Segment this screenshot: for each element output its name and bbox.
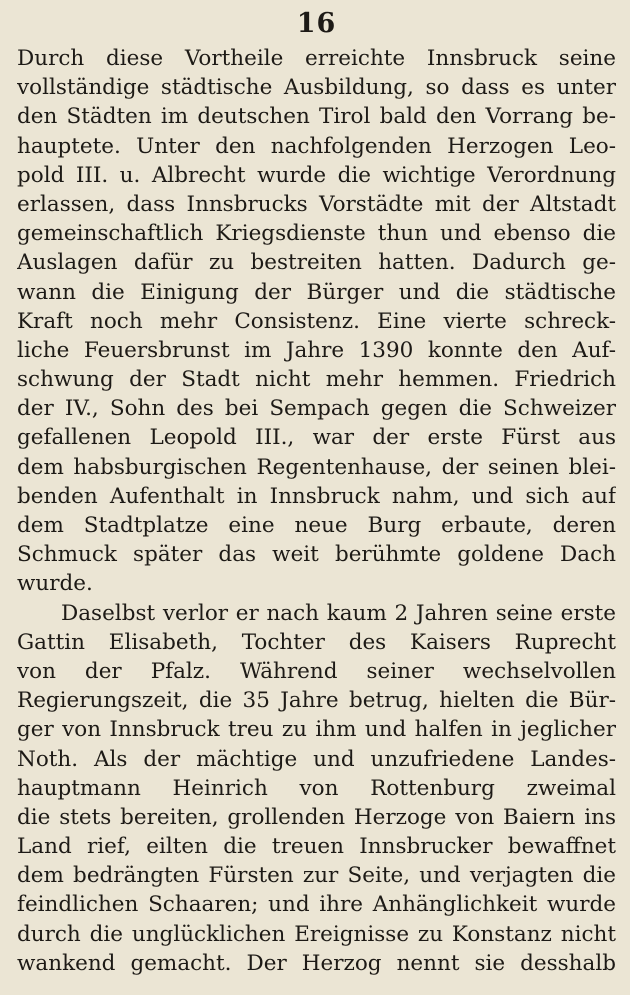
text-line: hauptmann Heinrich von Rottenburg zweimal — [17, 775, 616, 801]
text-line: Durch diese Vortheile erreichte Innsbruck seine — [17, 46, 616, 71]
text-line: benden Aufenthalt in Innsbruck nahm, und sich auf — [17, 483, 616, 509]
text-line: von der Pfalz. Während seiner wechselvollen — [17, 658, 616, 684]
text-line: wurde. — [17, 571, 93, 597]
text-line: die stets bereiten, grollenden Herzoge von Baiern ins — [17, 804, 616, 830]
text-line: dem Stadtplatze eine neue Burg erbaute, deren — [17, 513, 616, 538]
text-line: vollständige städtische Ausbildung, so dass es unter — [17, 75, 616, 101]
text-line: Land rief, eilten die treuen Innsbrucker bewaffnet — [17, 834, 616, 860]
text-line: ger von Innsbruck treu zu ihm und halfen in jeglicher — [17, 717, 616, 743]
text-line: schwung der Stadt nicht mehr hemmen. Friedrich — [17, 367, 616, 393]
text-line: Kraft noch mehr Consistenz. Eine vierte schreck- — [17, 308, 616, 334]
text-line: dem bedrängten Fürsten zur Seite, und verjagten die — [17, 863, 616, 889]
text-line: Schmuck später das weit berühmte goldene Dach — [17, 542, 616, 568]
text-line: durch die unglücklichen Ereignisse zu Konstanz nicht — [17, 921, 616, 947]
text-line: gefallenen Leopold III., war der erste Fürst aus — [17, 425, 616, 451]
text-line: hauptete. Unter den nachfolgenden Herzogen Leo- — [17, 133, 616, 159]
text-line: der IV., Sohn des bei Sempach gegen die Schweizer — [17, 396, 616, 422]
text-line: liche Feuersbrunst im Jahre 1390 konnte den Auf- — [17, 337, 616, 363]
text-line: feindlichen Schaaren; und ihre Anhänglichkeit wurde — [17, 892, 616, 918]
text-line: pold III. u. Albrecht wurde die wichtige Verordnung — [17, 162, 616, 188]
text-line: Noth. Als der mächtige und unzufriedene Landes- — [17, 746, 616, 772]
text-line: gemeinschaftlich Kriegsdienste thun und ebenso die — [17, 221, 616, 247]
text-line: Auslagen dafür zu bestreiten hatten. Dadurch ge- — [17, 250, 616, 276]
text-line: den Städten im deutschen Tirol bald den Vorrang be- — [17, 104, 616, 130]
text-line: Daselbst verlor er nach kaum 2 Jahren seine erste — [61, 600, 616, 626]
page-number: 16 — [296, 8, 337, 39]
text-line: Regierungszeit, die 35 Jahre betrug, hielten die Bür- — [17, 688, 616, 714]
paragraph-1 — [17, 44, 616, 599]
text-line: dem habsburgischen Regentenhause, der seinen blei- — [17, 454, 616, 480]
text-line: wann die Einigung der Bürger und die städtische — [17, 279, 616, 305]
text-line: Gattin Elisabeth, Tochter des Kaisers Ruprecht — [17, 629, 616, 655]
text-line: wankend gemacht. Der Herzog nennt sie desshalb — [17, 950, 616, 976]
text-line: erlassen, dass Innsbrucks Vorstädte mit der Altstadt — [17, 191, 616, 217]
paragraph-2 — [17, 599, 616, 978]
